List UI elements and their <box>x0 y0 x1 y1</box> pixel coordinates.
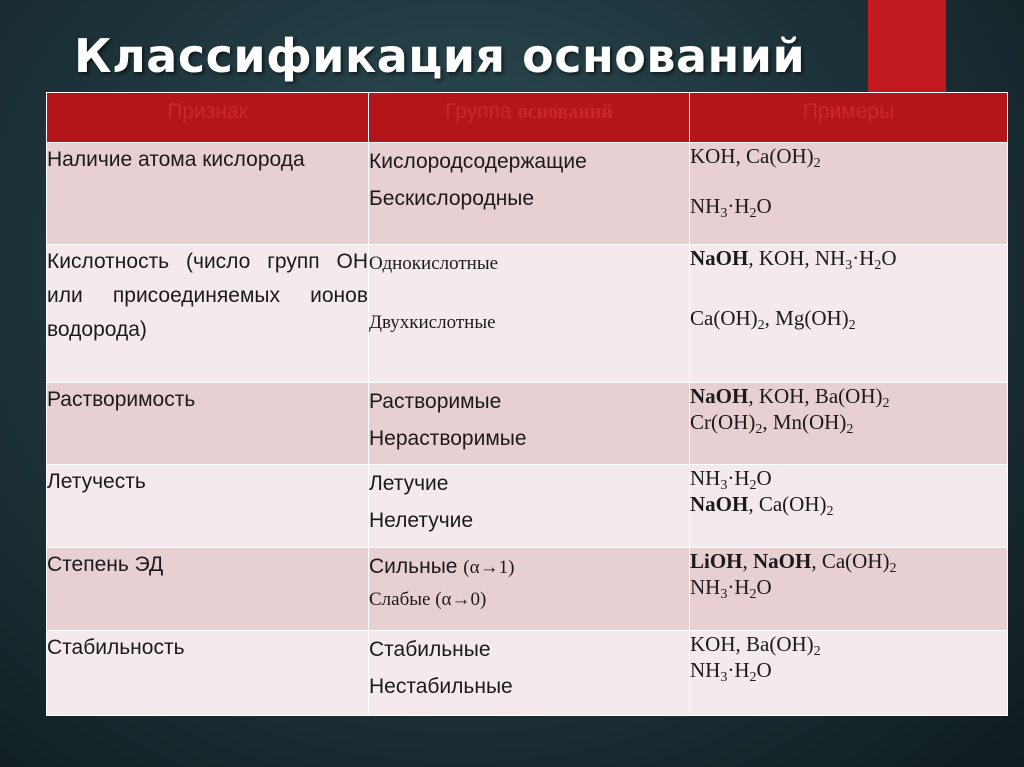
formula: $Ca(OH)_2$, $Mg(OH)_2$ <box>690 306 856 333</box>
group-weak: Слабые (α→0) <box>369 589 487 610</box>
examples-cell <box>690 143 1008 245</box>
formula: NaOH, KOH, $Ba(OH)_2$ <box>690 384 890 411</box>
table-row <box>47 143 1008 245</box>
table-header-row <box>47 93 1008 143</box>
formula: $Cr(OH)_2$, $Mn(OH)_2$ <box>690 410 854 437</box>
formula: KOH, $Ca(OH)_2$ <box>690 144 821 171</box>
feature-cell: Летучесть <box>47 465 369 548</box>
examples-cell <box>690 383 1008 465</box>
examples-cell <box>690 465 1008 548</box>
formula: LiOH, NaOH, $Ca(OH)_2$ <box>690 549 897 576</box>
header-examples: Примеры <box>690 93 1008 143</box>
formula: $NH_3\cdot H_2O$ <box>690 466 772 493</box>
group-cell: Однокислотные Двухкислотные <box>369 245 690 383</box>
table-row <box>47 631 1008 716</box>
classification-table <box>46 92 1008 716</box>
feature-cell: Кислотность (число групп ОН или присоединяемых ионов водорода) <box>47 245 369 383</box>
feature-cell: Наличие атома кислорода <box>47 143 369 245</box>
examples-cell <box>690 245 1008 383</box>
table-row <box>47 548 1008 631</box>
group-strong: Сильные (α→1) <box>369 555 515 578</box>
feature-cell: Растворимость <box>47 383 369 465</box>
formula: NaOH, $Ca(OH)_2$ <box>690 492 834 519</box>
group-cell <box>369 548 690 631</box>
group-cell: Летучие Нелетучие <box>369 465 690 548</box>
header-group: Группа оснований <box>369 93 690 143</box>
formula: $NH_3\cdot H_2O$ <box>690 194 772 221</box>
feature-cell: Стабильность <box>47 631 369 716</box>
group-cell: Стабильные Нестабильные <box>369 631 690 716</box>
formula: $NH_3\cdot H_2O$ <box>690 658 772 685</box>
feature-cell: Степень ЭД <box>47 548 369 631</box>
group-cell: Растворимые Нерастворимые <box>369 383 690 465</box>
table-row <box>47 245 1008 383</box>
table-row <box>47 383 1008 465</box>
table-row <box>47 465 1008 548</box>
examples-cell <box>690 631 1008 716</box>
group-cell: Кислородсодержащие Бескислородные <box>369 143 690 245</box>
formula: NaOH, KOH, $NH_3\cdot H_2O$ <box>690 246 897 273</box>
examples-cell <box>690 548 1008 631</box>
slide-title: Классификация оснований <box>74 29 806 83</box>
formula: $NH_3\cdot H_2O$ <box>690 575 772 602</box>
formula: KOH, $Ba(OH)_2$ <box>690 632 821 659</box>
header-feature: Признак <box>47 93 369 143</box>
